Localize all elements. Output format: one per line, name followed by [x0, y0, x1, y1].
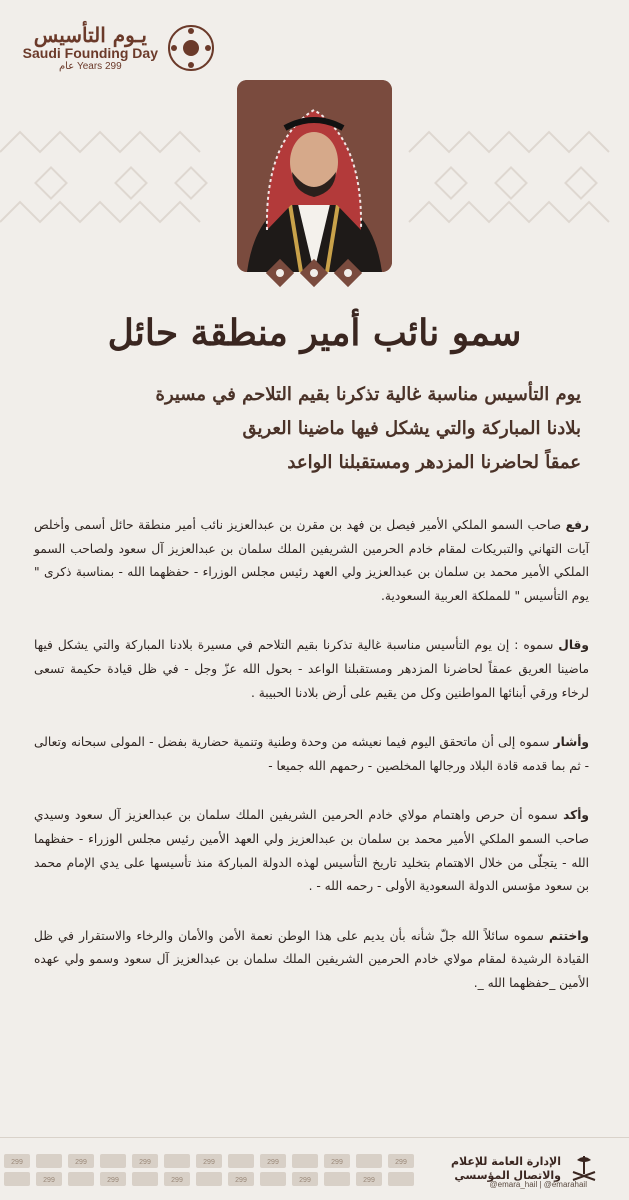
- social-handles[interactable]: @emara_hail | @emarahail: [489, 1180, 587, 1189]
- strip-label: 299: [171, 1177, 183, 1184]
- paragraph-lead: وأكد: [563, 808, 589, 823]
- strip-label: 299: [107, 1177, 119, 1184]
- strip-label: 299: [203, 1159, 215, 1166]
- subtitle-block: [41, 378, 581, 480]
- strip-label: 299: [331, 1159, 343, 1166]
- strip-label: 299: [235, 1177, 247, 1184]
- strip-label: 299: [395, 1159, 407, 1166]
- strip-label: 299: [363, 1177, 375, 1184]
- person-portrait-icon: [237, 80, 392, 272]
- subtitle-line: يوم التأسيس مناسبة غالية تذكرنا بقيم التلاحم في مسيرة: [155, 384, 581, 405]
- strip-label: 299: [299, 1177, 311, 1184]
- logo-title-english: Saudi Founding Day: [22, 44, 158, 61]
- logo-years: 299 Years عام: [58, 61, 122, 73]
- paragraph: [34, 804, 589, 898]
- paragraph-text: سموه إلى أن ماتحقق اليوم فيما نعيشه من وحدة وطنية وتنمية حضارية بفضل - المولى سبحانه وتعالى - ثم بما قدمه قادة البلاد ورجالها المخلصين - رحمهم الله جميعا -: [34, 735, 589, 773]
- article-body: [34, 514, 589, 1022]
- paragraph: [34, 731, 589, 778]
- strip-label: 299: [139, 1159, 151, 1166]
- portrait-ornament: [262, 255, 367, 295]
- subtitle-line: بلادنا المباركة والتي يشكل فيها ماضينا العريق: [242, 418, 581, 439]
- footer: [0, 1137, 629, 1200]
- strip-label: 299: [267, 1159, 279, 1166]
- paragraph-text: سموه أن حرص واهتمام مولاي خادم الحرمين الشريفين الملك سلمان بن عبدالعزيز آل سعود وسيدي صاحب السمو الملكي الأمير محمد بن سلمان بن عبدالعزيز ولي العهد الأمين رئيس مجلس الوزراء - حفظهما الله - يتجلّى من خلال الاهتمام بتخليد تاريخ التأسيس لهذه الدولة المباركة منذ تأسيسها على يدي الإمام محمد بن سعود مؤسس الدولة السعودية الأولى - رحمه الله - .: [34, 808, 589, 894]
- paragraph-lead: وأشار: [553, 735, 589, 750]
- org-name-line2: والاتصال المؤسسي: [454, 1169, 561, 1182]
- strip-label: 299: [43, 1177, 55, 1184]
- founding-day-emblem-icon: [166, 23, 216, 73]
- paragraph-lead: وقال: [558, 638, 589, 653]
- paragraph-text: صاحب السمو الملكي الأمير فيصل بن فهد بن مقرن بن عبدالعزيز نائب أمير منطقة حائل أسمى وأخلص آيات التهاني والتبريكات لمقام خادم الحرمين الشريفين الملك سلمان بن عبدالعزيز آل سعود ولصاحب السمو الملكي الأمير محمد بن سلمان بن عبدالعزيز ولي العهد رئيس مجلس الوزراء - حفظهما الله - بمناسبة ذكرى " يوم التأسيس " للمملكة العربية السعودية.: [34, 518, 589, 603]
- paragraph-lead: رفع: [565, 518, 589, 532]
- logo-title-arabic: يـوم التأسيس: [33, 22, 147, 47]
- page-title: سمو نائب أمير منطقة حائل: [107, 312, 522, 354]
- paragraph: [34, 634, 589, 705]
- paragraph: [34, 514, 589, 608]
- subtitle-line: عمقاً لحاضرنا المزدهر ومستقبلنا الواعد: [287, 452, 581, 473]
- official-portrait: [237, 80, 392, 272]
- paragraph-text: سموه : إن يوم التأسيس مناسبة غالية تذكرنا بقيم التلاحم في مسيرة بلادنا المباركة والتي يشكل فيها ماضينا العريق عمقاً لحاضرنا المزدهر ومستقبلنا الواعد - بحول الله عزّ وجل - في ظل قيادة حكيمة تسعى لرخاء ورقي أبنائها المواطنين وكل من يقيم على أرض بلادنا الحبيبة .: [34, 638, 589, 700]
- org-name-line1: الإدارة العامة للإعلام: [451, 1155, 561, 1168]
- paragraph-lead: واختتم: [548, 928, 589, 943]
- paragraph: [34, 925, 589, 996]
- footer-pattern-strip: [0, 1150, 440, 1190]
- founding-day-logo: [16, 18, 216, 78]
- strip-label: 299: [75, 1159, 87, 1166]
- paragraph-text: سموه سائلاً الله جلّ شأنه بأن يديم على هذا الوطن نعمة الأمن والأمان والرخاء والاستقرار في ظل القيادة الرشيدة لمقام مولاي خادم الحرمين الشريفين الملك سلمان بن عبدالعزيز آل سعود وسمو ولي عهده الأمين _حفظهما الله _.: [34, 928, 589, 990]
- strip-label: 299: [11, 1159, 23, 1166]
